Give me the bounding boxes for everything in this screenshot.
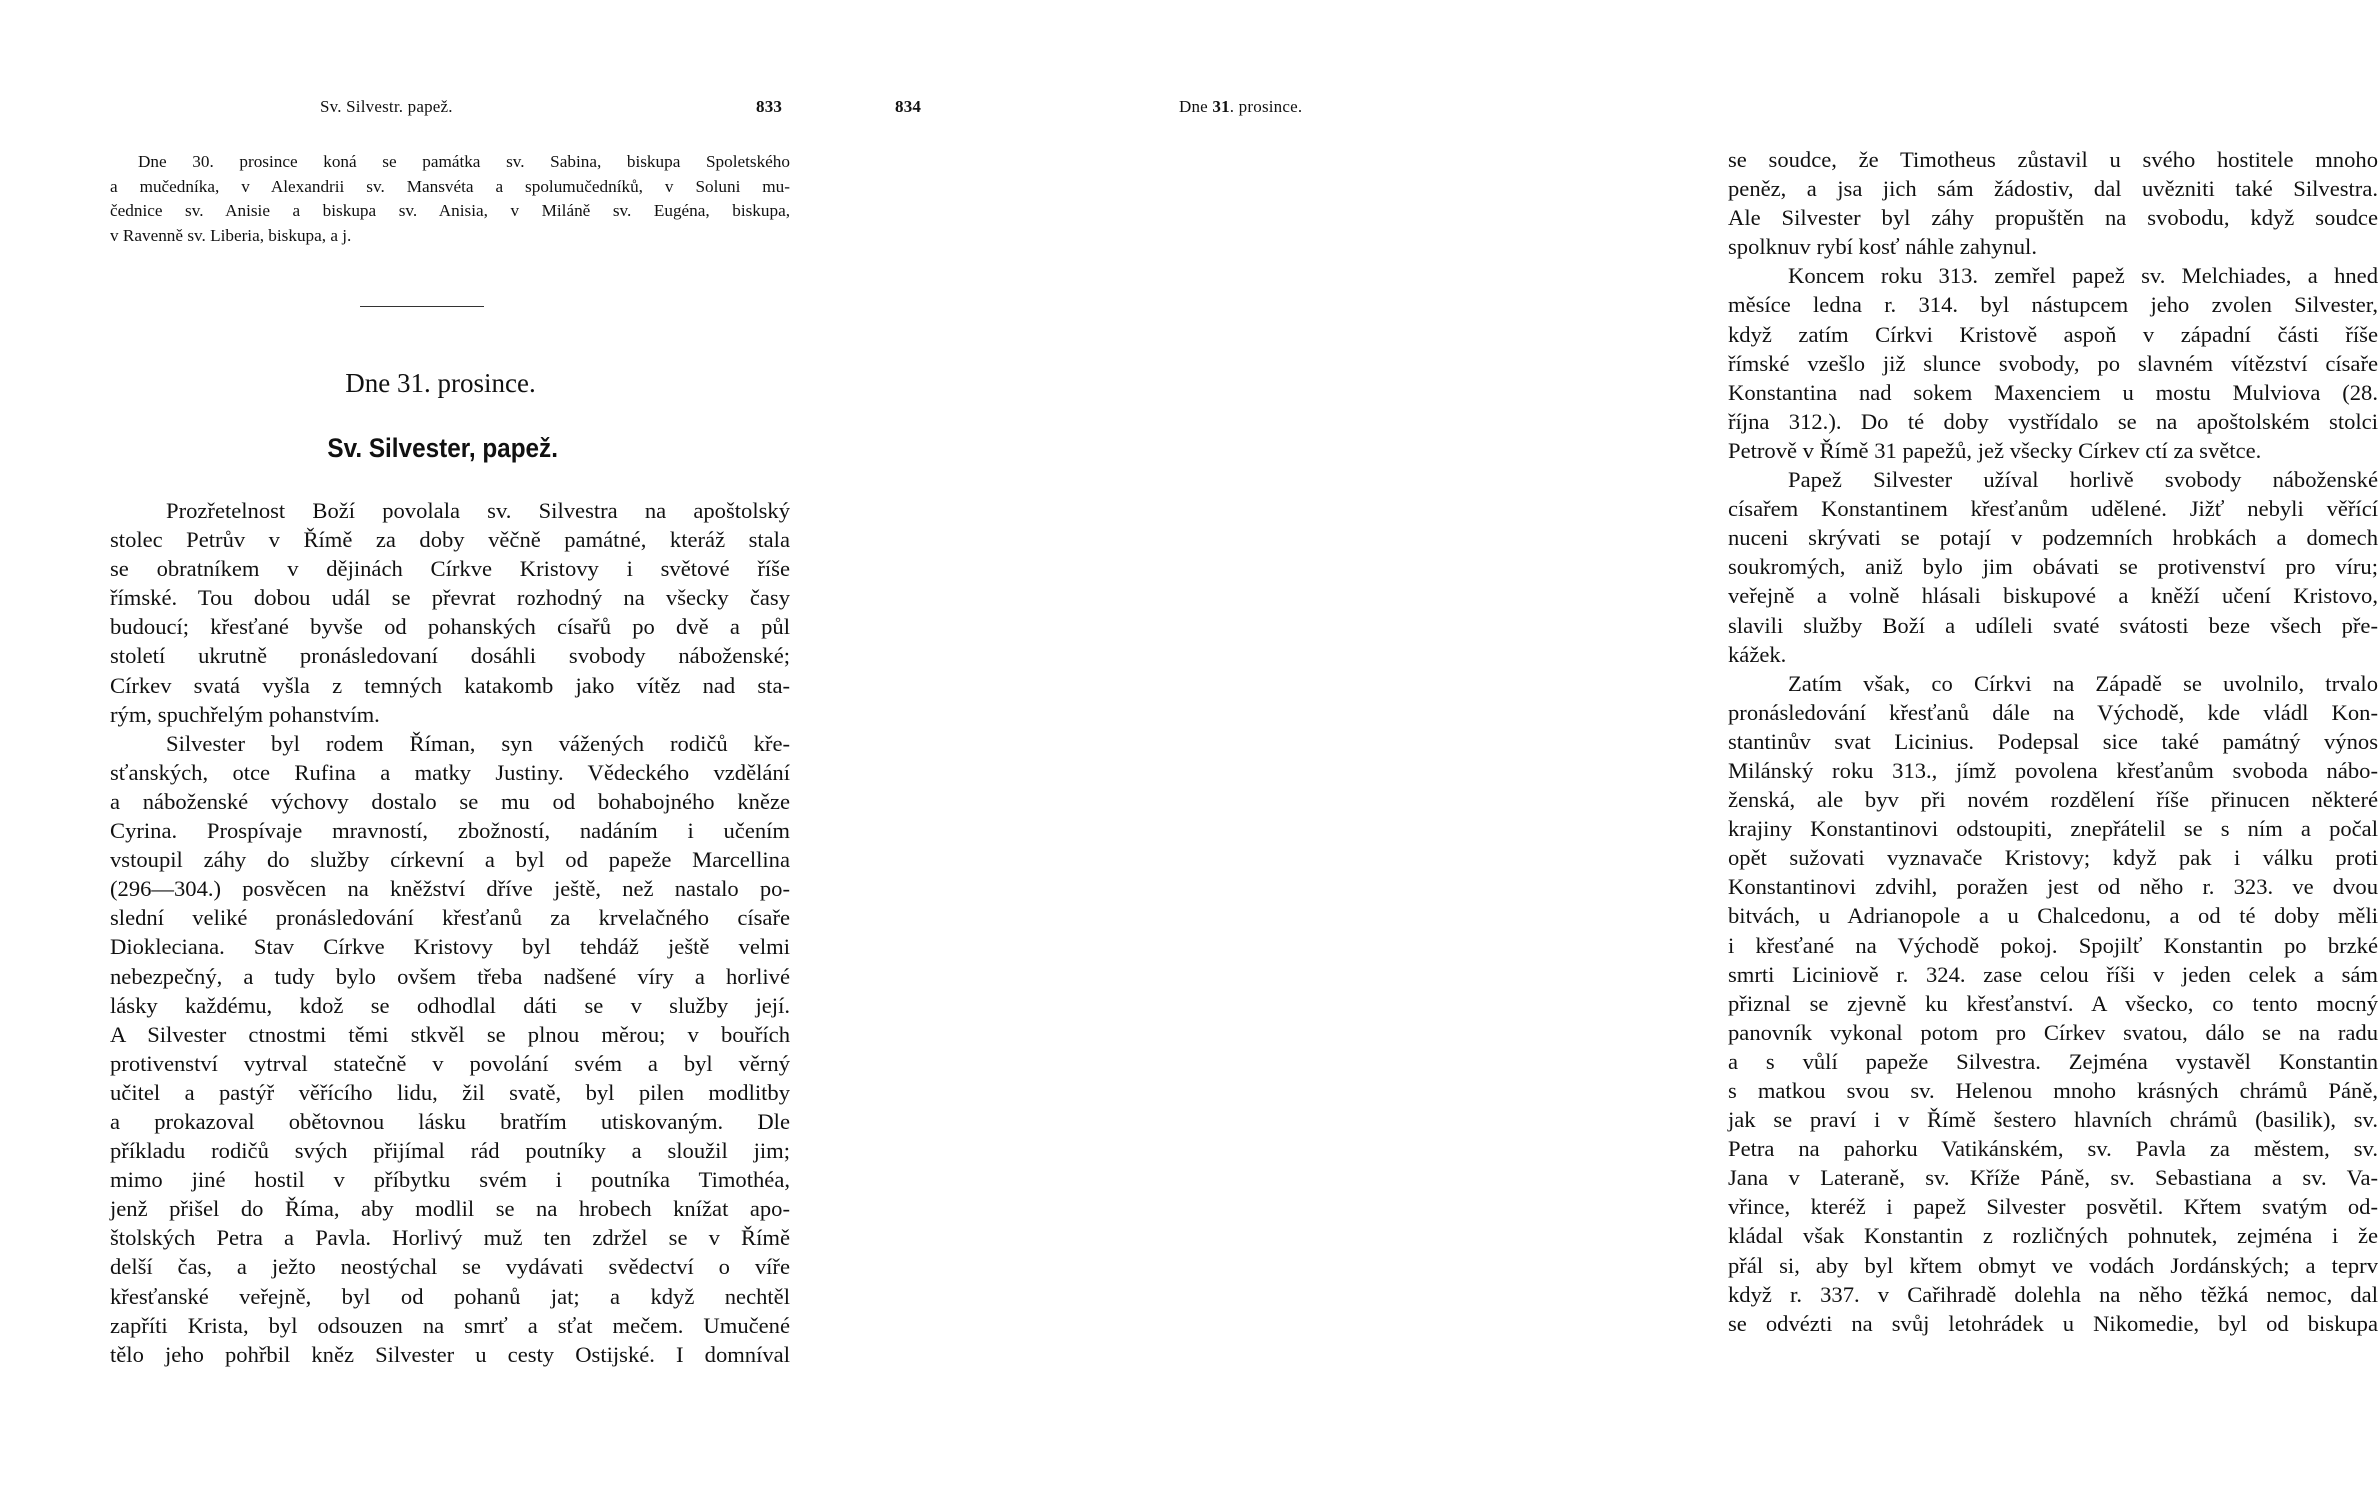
text-line: přiznal se zjevně ku křesťanství. A všecko, co tento mocný [1728, 990, 2378, 1016]
text-line: spolknuv rybí kosť náhle zahynul. [1728, 234, 2037, 260]
text-line: se odvézti na svůj letohrádek u Nikomedie, byl od biskupa [1728, 1310, 2378, 1336]
text-line: ženská, ale byv při novém rozdělení říše přinucen některé [1728, 787, 2378, 813]
text-line: Jana v Lateraně, sv. Kříže Páně, sv. Sebastiana a sv. Va- [1728, 1165, 2378, 1191]
header-suffix: . prosince. [1229, 97, 1303, 116]
text-line: bitvách, u Adrianopole a u Chalcedonu, a od té doby měli [1728, 903, 2378, 929]
text-line: října 312.). Do té doby vystřídalo se na apoštolském stolci [1728, 408, 2378, 434]
section-divider [360, 306, 484, 307]
header-prefix: Dne [1179, 97, 1213, 116]
text-line: křesťanské veřejně, byl od pohanů jat; a když nechtěl [110, 1283, 790, 1309]
text-line: rým, spuchřelým pohanstvím. [110, 701, 380, 727]
text-line: slední veliké pronásledování křesťanů za krvelačného císaře [110, 905, 790, 931]
saint-heading: Sv. Silvester, papež. [327, 433, 558, 463]
text-line: když r. 337. v Cařihradě dolehla na něho těžká nemoc, dal [1728, 1281, 2378, 1307]
text-line: sťanských, otce Rufina a matky Justiny. Vědeckého vzdělání [110, 759, 790, 785]
text-line: kážek. [1728, 641, 1787, 667]
text-line: přál si, aby byl křtem obmyt ve vodách Jordánských; a teprv [1728, 1252, 2378, 1278]
text-line: nuceni skrývati se potají v podzemních hrobkách a domech [1728, 525, 2378, 551]
text-line: Konstantina nad sokem Maxenciem u mostu Mulviova (28. [1728, 379, 2378, 405]
text-line: Ale Silvester byl záhy propuštěn na svobodu, když soudce [1728, 205, 2378, 231]
text-line: Cyrina. Prospívaje mravností, zbožností, nadáním i učením [110, 818, 790, 844]
text-line: i křesťané na Východě pokoj. Spojilť Konstantin po brzké [1728, 932, 2378, 958]
intro-line: čednice sv. Anisie a biskupa sv. Anisia, v Miláně sv. Eugéna, biskupa, [110, 201, 790, 221]
text-line: slavili služby Boží a udíleli svaté svátosti beze všech pře- [1728, 612, 2378, 638]
text-line: opět sužovati vyznavače Kristovy; když pak i válku proti [1728, 845, 2378, 871]
text-line: učitel a pastýř věřícího lidu, žil svatě, byl pilen modlitby [110, 1079, 790, 1105]
text-line: římské. Tou dobou udál se převrat rozhodný na všecky časy [110, 585, 790, 611]
text-line: štolských Petra a Pavla. Horlivý muž ten zdržel se v Římě [110, 1225, 790, 1251]
text-line: vstoupil záhy do služby církevní a byl od papeže Marcellina [110, 847, 790, 873]
header-day: 31 [1212, 97, 1230, 116]
text-line: Silvester byl rodem Říman, syn vážených rodičů kře- [166, 730, 790, 756]
text-line: Konstantinovi zdvihl, poražen jest od něho r. 323. ve dvou [1728, 874, 2378, 900]
text-line: stolec Petrův v Římě za doby věčně památné, kteráž stala [110, 527, 790, 553]
text-line: Diokleciana. Stav Církve Kristovy byl tehdáž ještě velmi [110, 934, 790, 960]
text-line: měsíce ledna r. 314. byl nástupcem jeho zvolen Silvester, [1728, 292, 2378, 318]
text-line: peněz, a jsa jich sám žádostiv, dal uvězniti také Silvestra. [1728, 176, 2378, 202]
text-line: příkladu rodičů svých přijímal rád poutníky a sloužil jim; [110, 1138, 790, 1164]
text-line: Koncem roku 313. zemřel papež sv. Melchiades, a hned [1788, 263, 2378, 289]
left-body-text [110, 496, 790, 1369]
text-line: Prozřetelnost Boží povolala sv. Silvestra na apoštolský [166, 498, 790, 523]
text-line: císařem Konstantinem křesťanům udělené. Jižť nebyli věřící [1728, 496, 2378, 522]
text-line: Milánský roku 313., jímž povolena křesťanům svoboda nábo- [1728, 757, 2378, 783]
text-line: když zatím Církvi Kristově aspoň v západní části říše [1728, 321, 2378, 347]
text-line: delší čas, a ježto neostýchal se vydávati svědectví o víře [110, 1254, 790, 1280]
text-line: Petra na pahorku Vatikánském, sv. Pavla za městem, sv. [1728, 1136, 2378, 1162]
page-number: 834 [895, 97, 922, 116]
text-line: panovník vykonal potom pro Církev svatou, dálo se na radu [1728, 1019, 2378, 1045]
right-body-text [1728, 145, 2378, 1338]
text-line: tělo jeho pohřbil kněz Silvester u cesty Ostijské. I domníval [110, 1341, 790, 1367]
text-line: a náboženské výchovy dostalo se mu od bohabojného kněze [110, 788, 790, 814]
text-line: smrti Liciniově r. 324. zase celou říši v jeden celek a sám [1728, 961, 2378, 987]
text-line: nebezpečný, a tudy bylo ovšem třeba nadšené víry a horlivé [110, 963, 790, 989]
text-line: římské vzešlo již slunce svobody, po slavném vítězství císaře [1728, 350, 2378, 376]
text-line: A Silvester ctnostmi těmi stkvěl se plnou měrou; v bouřích [110, 1021, 790, 1047]
text-line: jak se praví i v Římě šestero hlavních chrámů (basilik), sv. [1728, 1107, 2378, 1133]
text-line: mimo jiné hostil v příbytku svém i poutníka Timothéa, [110, 1167, 790, 1193]
date-heading: Dne 31. prosince. [345, 368, 536, 398]
intro-line: Dne 30. prosince koná se památka sv. Sabina, biskupa Spoletského [138, 152, 790, 171]
text-line: s matkou svou sv. Helenou mnoho krásných chrámů Páně, [1728, 1078, 2378, 1103]
text-line: Petrově v Římě 31 papežů, jež všecky Církev ctí za světce. [1728, 437, 2262, 463]
running-head-title: Sv. Silvestr. papež. [320, 97, 453, 116]
intro-line: v Ravenně sv. Liberia, biskupa, a j. [110, 225, 352, 245]
page-number: 833 [756, 97, 783, 116]
text-line: stantinův svat Licinius. Podepsal sice také památný výnos [1728, 728, 2378, 754]
text-line: jenž přišel do Říma, aby modlil se na hrobech knížat apo- [110, 1196, 790, 1222]
right-page [835, 0, 2378, 1500]
intro-paragraph [110, 150, 790, 248]
text-line: soukromých, aniž bylo jim obávati se protivenství pro víru; [1728, 554, 2378, 580]
text-line: Papež Silvester užíval horlivě svobody náboženské [1788, 467, 2378, 493]
text-line: veřejně a volně hlásali biskupové a kněží učení Kristovo, [1728, 583, 2378, 609]
text-line: a prokazoval obětovnou lásku bratřím utiskovaným. Dle [110, 1108, 790, 1134]
text-line: krajiny Konstantinovi odstoupiti, znepřátelil se s ním a počal [1728, 816, 2378, 842]
left-page [0, 0, 835, 1500]
text-line: protivenství vytrval statečně v povolání svém a byl věrný [110, 1050, 790, 1076]
text-line: Církev svatá vyšla z temných katakomb jako vítěz nad sta- [110, 672, 790, 698]
text-line: století ukrutně pronásledovaní dosáhli svobody náboženské; [110, 643, 790, 669]
text-line: zapříti Krista, byl odsouzen na smrť a sťat mečem. Umučené [110, 1312, 790, 1338]
intro-line: a mučedníka, v Alexandrii sv. Mansvéta a spolumučedníků, v Soluni mu- [110, 176, 790, 196]
text-line: (296—304.) posvěcen na kněžství dříve ještě, než nastalo po- [110, 876, 790, 902]
text-line: pronásledování křesťanů dále na Východě, kde vládl Kon- [1728, 699, 2378, 725]
text-line: Zatím však, co Církvi na Západě se uvolnilo, trvalo [1788, 670, 2378, 696]
text-line: lásky každému, kdož se odhodlal dáti se v služby její. [110, 992, 790, 1018]
text-line: a s vůlí papeže Silvestra. Zejména vystavěl Konstantin [1728, 1048, 2378, 1074]
text-line: se obratníkem v dějinách Církve Kristovy i světové říše [110, 556, 790, 582]
running-head-title [1179, 97, 1302, 117]
text-line: budoucí; křesťané byvše od pohanských císařů po dvě a půl [110, 614, 790, 640]
text-line: se soudce, že Timotheus zůstavil u svého hostitele mnoho [1728, 147, 2378, 172]
text-line: vřince, kteréž i papež Silvester posvětil. Křtem svatým od- [1728, 1194, 2378, 1220]
text-line: kládal však Konstantin z rozličných pohnutek, zejména i že [1728, 1223, 2378, 1249]
